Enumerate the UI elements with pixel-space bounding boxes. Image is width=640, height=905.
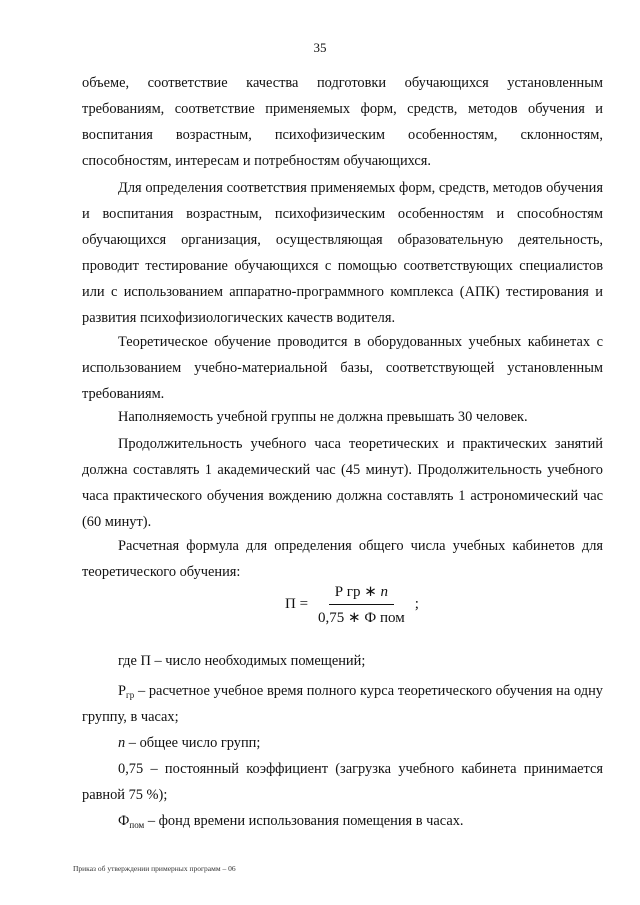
formula-numerator-text: Р гр ∗ [334,584,381,600]
definition-n-symbol: n [118,735,126,751]
definition-f-pom-symbol: Ф [118,813,130,829]
formula-numerator-var: n [380,584,389,600]
definition-n-text: – общее число групп; [125,735,261,751]
footer-note: Приказ об утверждении примерных программ – 06 [73,864,236,873]
classroom-formula [285,582,419,627]
definition-f-pom-subscript: пом [129,820,145,830]
paragraph-testing: Для определения соответствия применяемых форм, средств, методов обучения и воспитания возрастным, психофизическим особенностям и способностям обучающихся организация, осуществляющая образовательную деятельность, проводит тестирование обучающихся с помощью соответствующих специалистов или с использованием аппаратно-программного комплекса (АПК) тестирования и развития психофизиологических качеств водителя. [82,180,603,326]
definition-r-gr-subscript: гр [126,690,135,700]
formula-denominator: 0,75 ∗ Ф пом [318,610,405,626]
paragraph-formula-intro: Расчетная формула для определения общего числа учебных кабинетов для теоретического обучения: [82,538,603,580]
paragraph-continuation: объеме, соответствие качества подготовки обучающихся установленным требованиям, соответствие применяемых форм, средств, методов обучения и воспитания возрастным, психофизическим особенностям, склонностям, способностям, интересам и потребностям обучающихся. [82,75,603,169]
formula-numerator [329,582,394,605]
formula-lhs: П = [285,596,309,612]
definition-p: где П – число необходимых помещений; [118,653,366,669]
definition-r-gr [82,678,603,730]
definition-r-gr-text: – расчетное учебное время полного курса теоретического обучения на одну группу, в часах; [82,683,603,725]
paragraph-theory-training: Теоретическое обучение проводится в оборудованных учебных кабинетах с использованием учебно-материальной базы, соответствующей установленным требованиям. [82,334,603,402]
definition-r-gr-symbol: Р [118,683,127,699]
paragraph-group-size: Наполняемость учебной группы не должна превышать 30 человек. [118,409,528,425]
definition-f-pom [82,808,603,834]
formula-trailing: ; [414,596,419,612]
formula-fraction [312,582,411,627]
definition-n [82,730,603,756]
definition-f-pom-text: – фонд времени использования помещения в часах. [144,813,464,829]
definition-coefficient: 0,75 – постоянный коэффициент (загрузка учебного кабинета принимается равной 75 %); [82,761,603,803]
paragraph-hour-duration: Продолжительность учебного часа теоретических и практических занятий должна составлять 1 академический час (45 минут). Продолжительность учебного часа практического обучения вождению должна составлять 1 астрономический час (60 минут). [82,436,603,530]
page-number: 35 [313,40,327,55]
